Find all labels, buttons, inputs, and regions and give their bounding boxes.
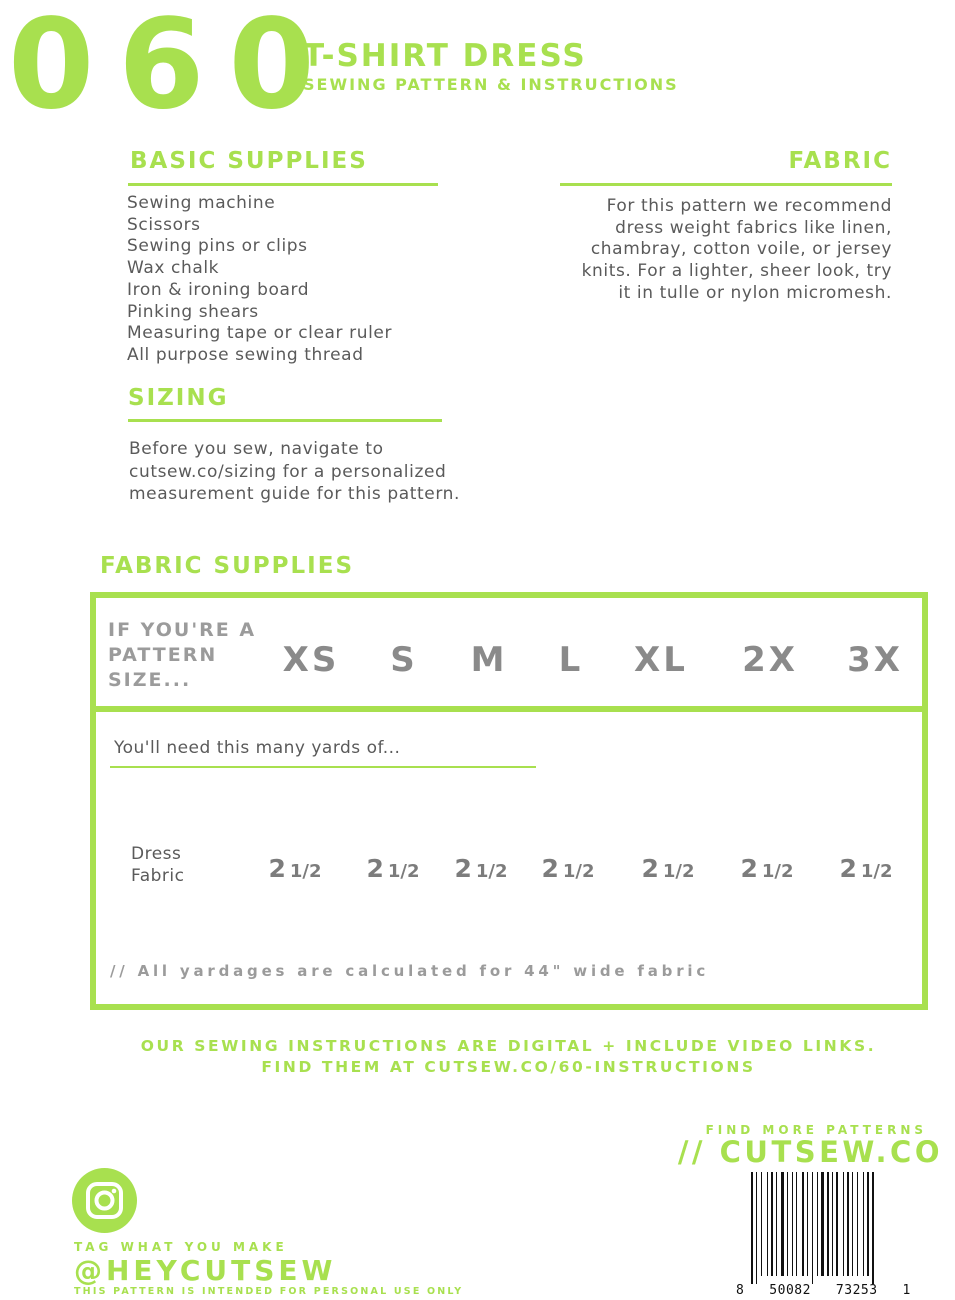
sizing-description xyxy=(129,438,460,506)
barcode-bar xyxy=(847,1172,849,1276)
barcode-bar xyxy=(857,1172,858,1276)
instagram-handle[interactable]: @HEYCUTSEW xyxy=(74,1254,337,1287)
barcode-bar xyxy=(843,1172,844,1276)
barcode-bar xyxy=(771,1172,773,1276)
basic-supplies-heading: BASIC SUPPLIES xyxy=(130,148,368,174)
barcode-bar xyxy=(787,1172,788,1276)
sizing-line: measurement guide for this pattern. xyxy=(129,484,461,504)
fabric-rule xyxy=(560,183,892,186)
barcode-bar xyxy=(836,1172,838,1276)
barcode-bar xyxy=(867,1172,869,1276)
barcode xyxy=(749,1172,909,1284)
barcode-bar xyxy=(751,1172,753,1284)
sizing-heading: SIZING xyxy=(128,385,229,411)
fabric-line: it in tulle or nylon micromesh. xyxy=(618,282,892,303)
instagram-icon[interactable] xyxy=(72,1168,137,1233)
fabric-line: knits. For a lighter, sheer look, try xyxy=(581,261,892,282)
list-item: Measuring tape or clear ruler xyxy=(127,323,393,344)
fabric-description xyxy=(532,196,892,305)
barcode-bar xyxy=(821,1172,824,1276)
barcode-bar xyxy=(776,1172,777,1276)
table-divider xyxy=(96,706,922,712)
fabric-line: dress weight fabrics like linen, xyxy=(615,217,892,238)
barcode-bar xyxy=(807,1172,808,1276)
fabric-supplies-heading: FABRIC SUPPLIES xyxy=(100,553,355,579)
row-label-dress-fabric xyxy=(131,843,185,887)
size-prompt-line: IF YOU'RE A xyxy=(108,619,257,641)
yardage-3x: 2 1/2 xyxy=(839,854,893,883)
barcode-bar xyxy=(863,1172,864,1276)
row-label-line: Dress xyxy=(131,844,182,864)
yards-prompt-rule xyxy=(110,766,536,768)
list-item: Sewing pins or clips xyxy=(127,236,308,257)
pattern-subtitle: SEWING PATTERN & INSTRUCTIONS xyxy=(303,75,679,94)
barcode-bar xyxy=(767,1172,768,1276)
instructions-line: FIND THEM AT CUTSEW.CO/60-INSTRUCTIONS xyxy=(261,1058,756,1076)
yardage-xl: 2 1/2 xyxy=(641,854,695,883)
barcode-bar xyxy=(852,1172,853,1276)
list-item: All purpose sewing thread xyxy=(127,344,364,365)
list-item: Pinking shears xyxy=(127,301,259,322)
basic-supplies-rule xyxy=(128,183,438,186)
size-prompt-line: SIZE... xyxy=(108,669,192,691)
barcode-bar xyxy=(796,1172,797,1276)
size-header-xs: XS xyxy=(282,640,340,680)
barcode-bar xyxy=(756,1172,757,1284)
list-item: Wax chalk xyxy=(127,258,220,279)
barcode-bar xyxy=(827,1172,829,1276)
yardage-xs: 2 1/2 xyxy=(268,854,322,883)
yardage-l: 2 1/2 xyxy=(541,854,595,883)
barcode-bar xyxy=(781,1172,784,1276)
size-header-l: L xyxy=(558,640,584,680)
instructions-note xyxy=(0,1036,955,1078)
size-header-xl: XL xyxy=(634,640,688,680)
yardage-2x: 2 1/2 xyxy=(740,854,794,883)
size-header-3x: 3X xyxy=(847,640,903,680)
pattern-title: T-SHIRT DRESS xyxy=(303,38,587,74)
list-item: Sewing machine xyxy=(127,193,276,213)
yardage-s: 2 1/2 xyxy=(366,854,420,883)
instructions-line: OUR SEWING INSTRUCTIONS ARE DIGITAL + INCLUDE VIDEO LINKS. xyxy=(140,1037,877,1055)
yardage-note: // All yardages are calculated for 44" wide fabric xyxy=(110,962,710,980)
row-label-line: Fabric xyxy=(131,866,185,886)
barcode-number: 8 50082 73253 1 xyxy=(736,1283,911,1298)
list-item: Iron & ironing board xyxy=(127,279,310,300)
size-prompt-line: PATTERN xyxy=(108,644,218,666)
barcode-bar xyxy=(832,1172,833,1276)
sizing-line: cutsew.co/sizing for a personalized xyxy=(129,461,447,482)
size-header-s: S xyxy=(390,640,418,680)
website-link[interactable]: // CUTSEW.CO xyxy=(677,1135,943,1169)
barcode-bar xyxy=(802,1172,804,1276)
barcode-bar xyxy=(761,1172,762,1276)
size-prompt xyxy=(108,618,278,693)
list-item: Scissors xyxy=(127,214,201,235)
size-header-2x: 2X xyxy=(742,640,798,680)
pattern-number: 060 xyxy=(8,0,339,137)
tag-label: TAG WHAT YOU MAKE xyxy=(74,1240,288,1254)
barcode-bar xyxy=(817,1172,818,1276)
fabric-line: For this pattern we recommend xyxy=(606,196,892,216)
find-more-label: FIND MORE PATTERNS xyxy=(705,1123,927,1137)
personal-use-disclaimer: THIS PATTERN IS INTENDED FOR PERSONAL USE ONLY xyxy=(74,1286,464,1297)
fabric-heading: FABRIC xyxy=(788,148,892,174)
size-header-m: M xyxy=(470,640,508,680)
barcode-bar xyxy=(812,1172,813,1284)
supplies-list xyxy=(127,193,392,367)
barcode-bar xyxy=(872,1172,874,1284)
sizing-line: Before you sew, navigate to xyxy=(129,439,384,459)
fabric-supplies-table xyxy=(90,592,928,1010)
sizing-rule xyxy=(128,419,442,422)
barcode-bar xyxy=(792,1172,793,1276)
yardage-m: 2 1/2 xyxy=(454,854,508,883)
fabric-line: chambray, cotton voile, or jersey xyxy=(590,239,892,260)
yards-prompt: You'll need this many yards of... xyxy=(114,738,401,758)
